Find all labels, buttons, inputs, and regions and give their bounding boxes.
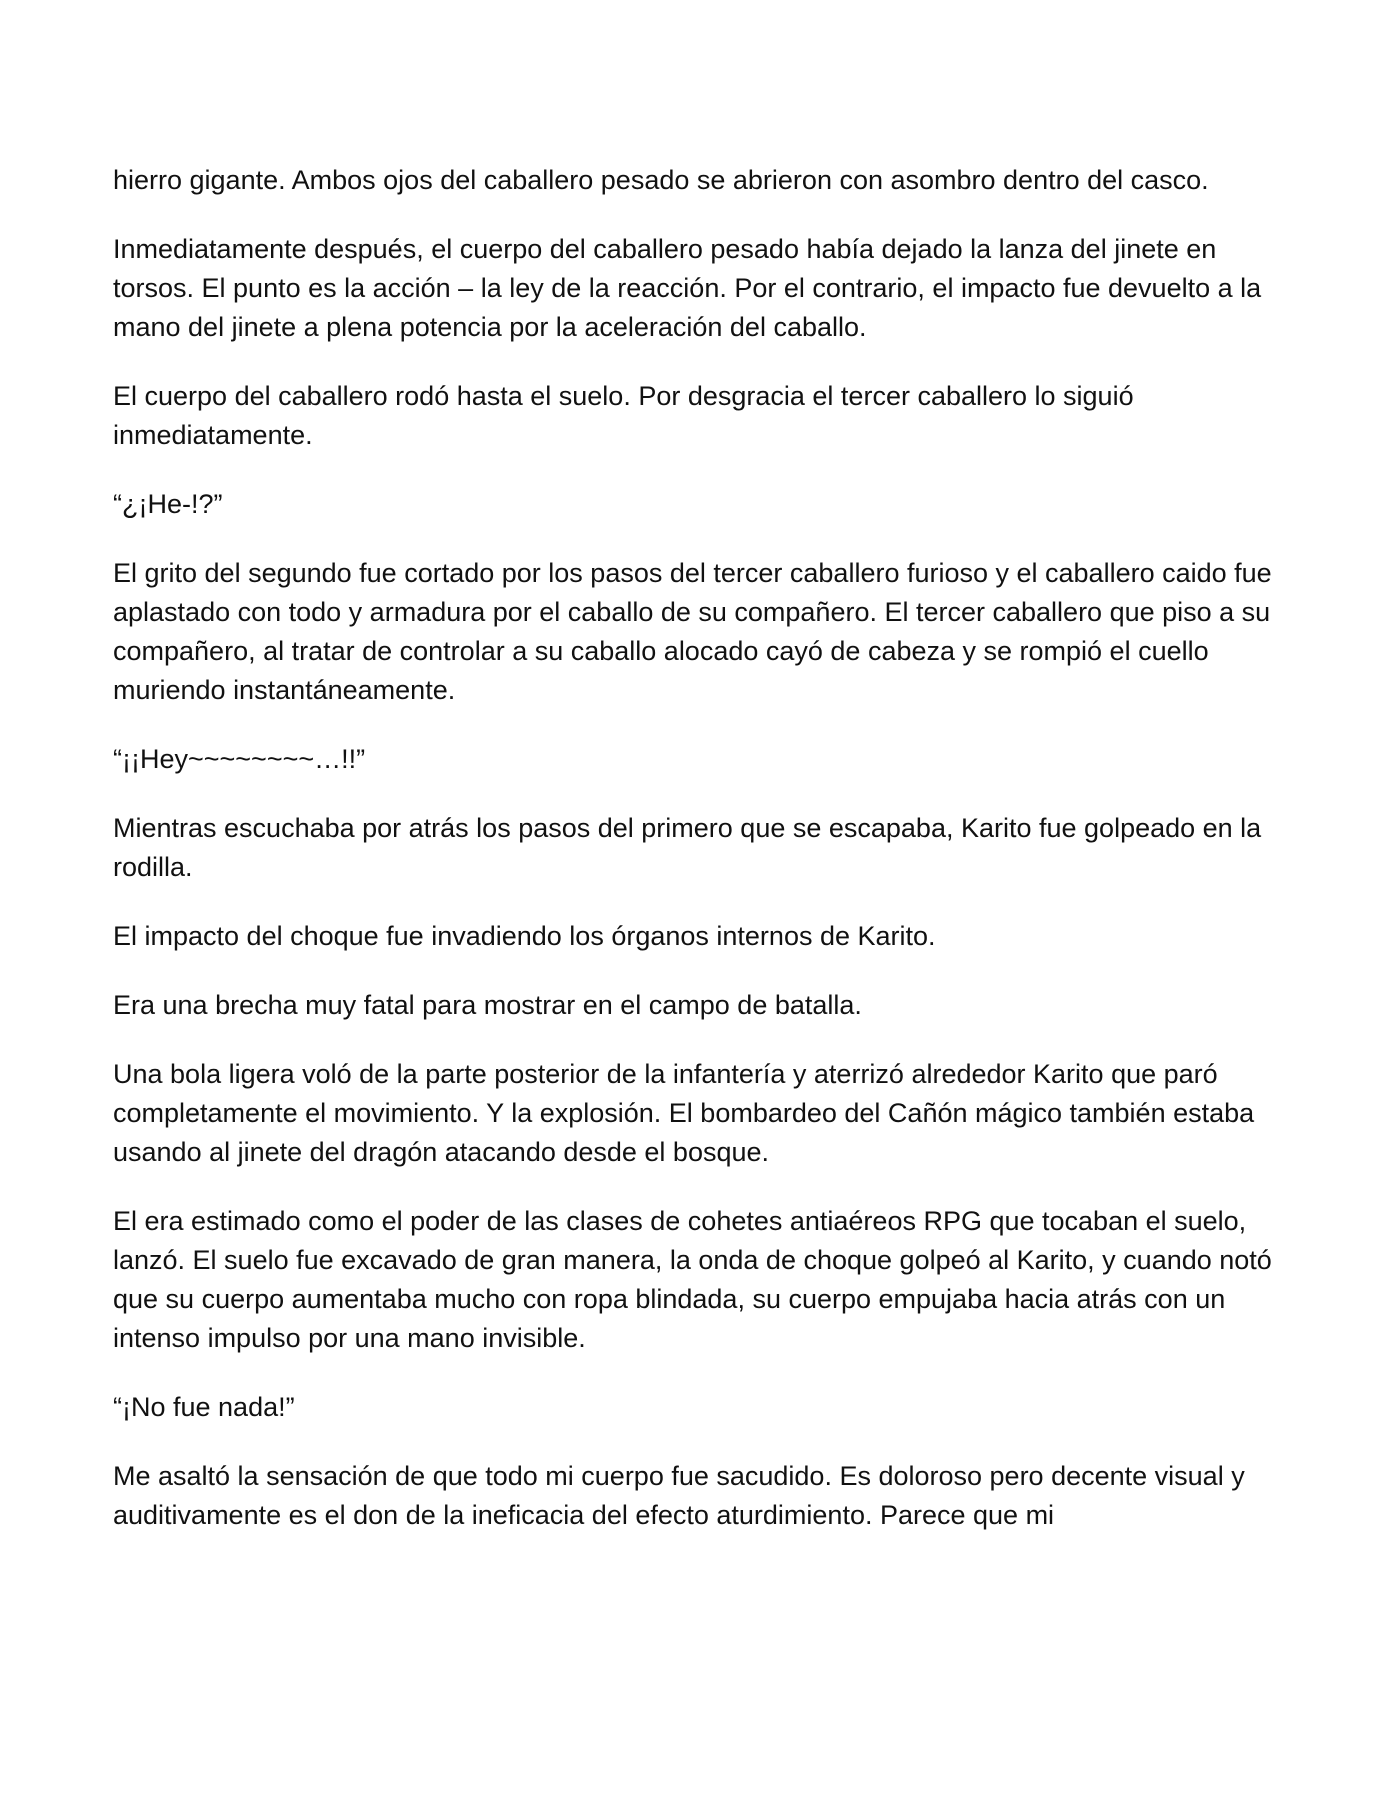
paragraph: El grito del segundo fue cortado por los pasos del tercer caballero furioso y el caballero caido fue aplastado con todo y armadura por el caballo de su compañero. El tercer caballero que piso a su compañero, al tratar de controlar a su caballo alocado cayó de cabeza y se rompió el cuello muriendo instantáneamente. <box>113 558 1272 705</box>
document-body <box>113 161 1293 1565</box>
paragraph: Inmediatamente después, el cuerpo del caballero pesado había dejado la lanza del jinete en torsos. El punto es la acción – la ley de la reacción. Por el contrario, el impacto fue devuelto a la mano del jinete a plena potencia por la aceleración del caballo. <box>113 234 1262 342</box>
paragraph: Me asaltó la sensación de que todo mi cuerpo fue sacudido. Es doloroso pero decente visual y auditivamente es el don de la ineficacia del efecto aturdimiento. Parece que mi <box>113 1461 1245 1530</box>
dialogue-line: “¿¡He-!?” <box>113 489 223 519</box>
paragraph: Mientras escuchaba por atrás los pasos del primero que se escapaba, Karito fue golpeado en la rodilla. <box>113 813 1262 882</box>
dialogue-line: “¡¡Hey~~~~~~~~…!!” <box>113 744 366 774</box>
paragraph: El era estimado como el poder de las clases de cohetes antiaéreos RPG que tocaban el suelo, lanzó. El suelo fue excavado de gran manera, la onda de choque golpeó al Karito, y cuando notó que su cuerpo aumentaba mucho con ropa blindada, su cuerpo empujaba hacia atrás con un intenso impulso por una mano invisible. <box>113 1206 1272 1353</box>
dialogue-line: “¡No fue nada!” <box>113 1392 295 1422</box>
paragraph: hierro gigante. Ambos ojos del caballero pesado se abrieron con asombro dentro del casco. <box>113 165 1209 195</box>
paragraph: El impacto del choque fue invadiendo los órganos internos de Karito. <box>113 921 936 951</box>
paragraph: Era una brecha muy fatal para mostrar en el campo de batalla. <box>113 990 862 1020</box>
paragraph: El cuerpo del caballero rodó hasta el suelo. Por desgracia el tercer caballero lo siguió inmediatamente. <box>113 381 1134 450</box>
paragraph: Una bola ligera voló de la parte posterior de la infantería y aterrizó alrededor Karito que paró completamente el movimiento. Y la explosión. El bombardeo del Cañón mágico también estaba usando al jinete del dragón atacando desde el bosque. <box>113 1059 1255 1167</box>
